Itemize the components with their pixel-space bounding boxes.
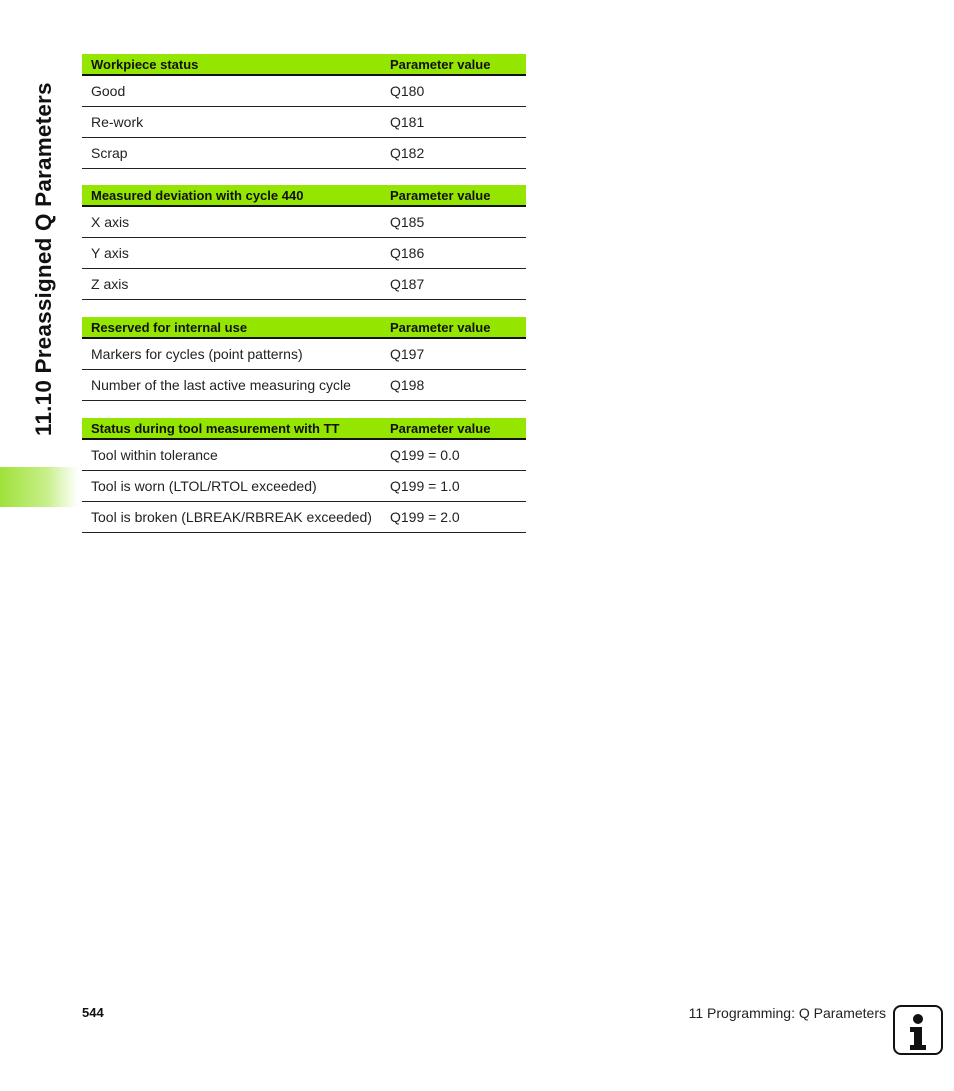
table-row (82, 440, 526, 471)
table-cell: Q199 = 0.0 (390, 447, 460, 463)
table-row (82, 370, 526, 401)
header-cell: Parameter value (390, 187, 491, 203)
table-cell: Q197 (390, 346, 425, 362)
table-row (82, 207, 526, 238)
table-cell: Q181 (390, 114, 425, 130)
table-cell: Y axis (91, 245, 129, 261)
header-cell: Workpiece status (91, 56, 199, 72)
page-number: 544 (82, 1005, 104, 1020)
info-icon (893, 1005, 943, 1055)
table-cell: Tool within tolerance (91, 447, 218, 463)
table-row (82, 269, 526, 300)
table-row (82, 339, 526, 370)
header-cell: Reserved for internal use (91, 319, 248, 335)
table-cell: Q182 (390, 145, 425, 161)
header-cell: Status during tool measurement with TT (91, 420, 340, 436)
chapter-tab-marker (0, 467, 78, 507)
table-header (82, 54, 526, 76)
table-row (82, 471, 526, 502)
table-cell: Tool is worn (LTOL/RTOL exceeded) (91, 478, 317, 494)
header-cell: Parameter value (390, 319, 491, 335)
table-header (82, 317, 526, 339)
table-row (82, 502, 526, 533)
table-header (82, 418, 526, 440)
footer-chapter-title: 11 Programming: Q Parameters (688, 1005, 886, 1021)
tool-measurement-status-table (82, 418, 526, 533)
table-cell: Q199 = 1.0 (390, 478, 460, 494)
table-cell: Q198 (390, 377, 425, 393)
table-cell: Re-work (91, 114, 144, 130)
reserved-internal-table (82, 317, 526, 401)
measured-deviation-table (82, 185, 526, 300)
table-cell: Q187 (390, 276, 425, 292)
header-cell: Parameter value (390, 420, 491, 436)
table-row (82, 76, 526, 107)
table-cell: Number of the last active measuring cycle (91, 377, 351, 393)
table-cell: Tool is broken (LBREAK/RBREAK exceeded) (91, 509, 372, 525)
table-cell: Q185 (390, 214, 425, 230)
header-cell: Measured deviation with cycle 440 (91, 187, 304, 203)
table-row (82, 107, 526, 138)
table-row (82, 138, 526, 169)
table-cell: Markers for cycles (point patterns) (91, 346, 303, 362)
table-cell: Scrap (91, 145, 128, 161)
table-cell: Q180 (390, 83, 425, 99)
table-cell: Q186 (390, 245, 425, 261)
side-section-title: 11.10 Preassigned Q Parameters (31, 82, 56, 436)
table-cell: Q199 = 2.0 (390, 509, 460, 525)
header-cell: Parameter value (390, 56, 491, 72)
table-row (82, 238, 526, 269)
workpiece-status-table (82, 54, 526, 169)
table-cell: Z axis (91, 276, 129, 292)
table-cell: X axis (91, 214, 130, 230)
table-cell: Good (91, 83, 126, 99)
table-header (82, 185, 526, 207)
